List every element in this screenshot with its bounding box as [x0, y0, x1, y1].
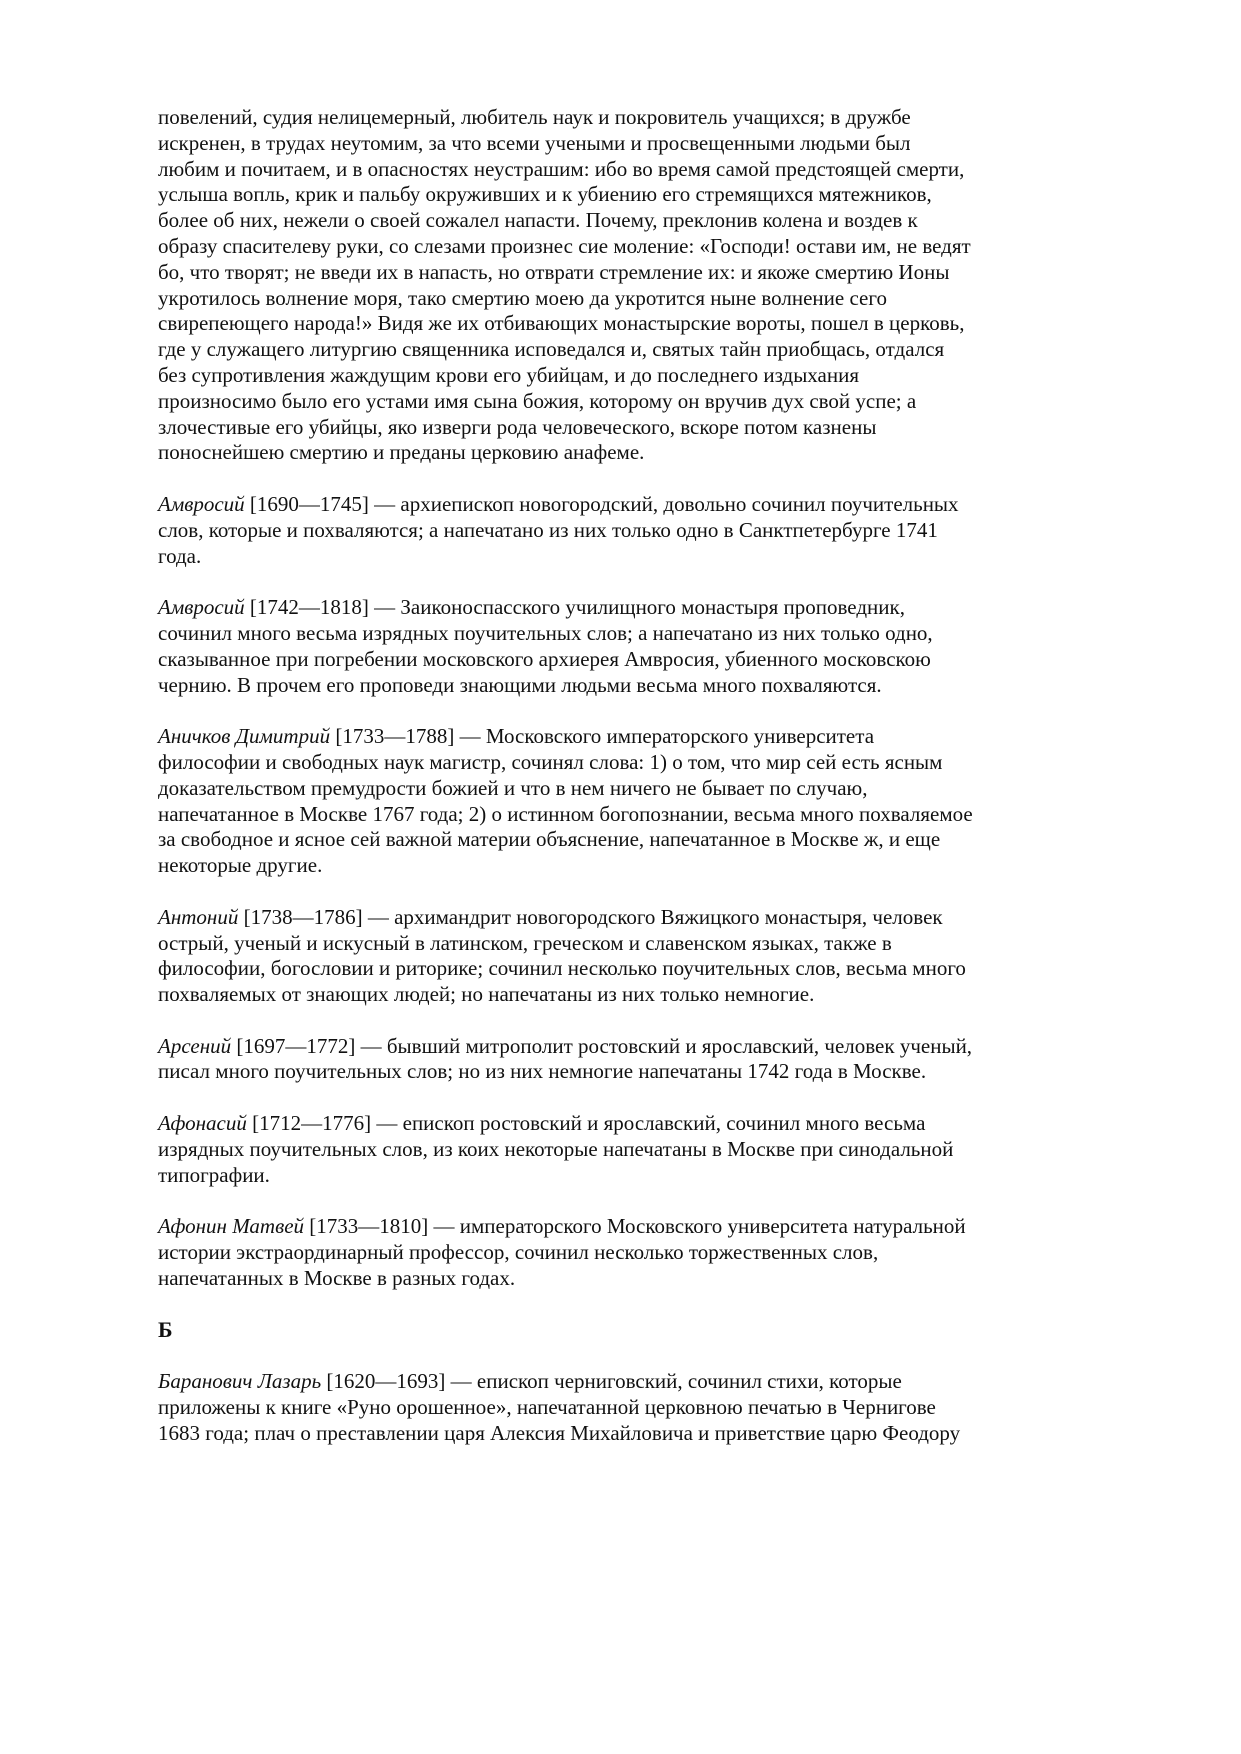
entry-text: приложены к книге «Руно орошенное», напечатанной церковною печатью в Чернигове: [158, 1394, 936, 1419]
entry-text: некоторые другие.: [158, 853, 323, 878]
entry-text: года.: [158, 543, 202, 568]
text-line: услыша вопль, крик и пальбу окруживших и к убиению его стремящихся мятежников,: [158, 182, 932, 207]
section-heading-b: Б: [158, 1317, 173, 1343]
text-line: [158, 1163, 1058, 1189]
text-line: [158, 982, 1058, 1008]
document-page: [158, 105, 1058, 1472]
entry-text: [1620—1693] — епископ черниговский, сочинил стихи, которые: [321, 1369, 902, 1394]
entry-paragraph: [158, 905, 1058, 1008]
entry-text: писал много поучительных слов; но из них немногие напечатаны 1742 года в Москве.: [158, 1059, 927, 1084]
entry-name: Баранович Лазарь: [158, 1369, 322, 1394]
text-line: образу спасителеву руки, со слезами произнес сие моление: «Господи! остави им, не ведят: [158, 233, 971, 258]
text-line: любим и почитаем, и в опасностях неустрашим: ибо во время самой предстоящей смерти,: [158, 156, 965, 181]
entry-text: изрядных поучительных слов, из коих некоторые напечатаны в Москве при синодальной: [158, 1136, 954, 1161]
intro-paragraph: [158, 105, 1058, 466]
text-line: [158, 1034, 1058, 1060]
text-line: [158, 905, 1058, 931]
entry-name: Арсений: [158, 1033, 232, 1058]
text-line: [158, 827, 1058, 853]
entry-text: чернию. В прочем его проповеди знающими людьми весьма много похваляются.: [158, 672, 882, 697]
text-line: укротилось волнение моря, тако смертию моею да укротится ныне волнение сего: [158, 285, 887, 310]
text-line: [158, 1059, 1058, 1085]
text-line: искренен, в трудах неутомим, за что всеми учеными и просвещенными людьми был: [158, 130, 911, 155]
entry-paragraph: [158, 724, 1058, 879]
entry-text: за свободное и ясное сей важной материи объяснение, напечатанное в Москве ж, и еще: [158, 827, 941, 852]
text-line: [158, 776, 1058, 802]
entry-text: напечатанных в Москве в разных годах.: [158, 1265, 516, 1290]
entry-text: [1697—1772] — бывший митрополит ростовский и ярославский, человек ученый,: [231, 1033, 973, 1058]
text-line: [158, 673, 1058, 699]
text-line: [158, 1395, 1058, 1421]
entry-text: [1712—1776] — епископ ростовский и ярославский, сочинил много весьма: [246, 1111, 926, 1136]
text-line: повелений, судия нелицемерный, любитель наук и покровитель учащихся; в дружбе: [158, 105, 911, 129]
entries-a: [158, 492, 1058, 1292]
text-line: [158, 1421, 1058, 1447]
entry-name: Амвросий: [158, 491, 245, 516]
entry-text: истории экстраординарный профессор, сочинил несколько торжественных слов,: [158, 1240, 879, 1265]
entry-paragraph: [158, 1214, 1058, 1291]
text-line: [158, 1240, 1058, 1266]
text-line: [158, 1137, 1058, 1163]
text-line: [158, 492, 1058, 518]
entry-text: [1733—1788] — Московского императорского университета: [330, 724, 875, 749]
entry-text: напечатанное в Москве 1767 года; 2) о истинном богопознании, весьма много похваляемое: [158, 801, 973, 826]
text-line: злочестивые его убийцы, яко изверги рода человеческого, вскоре потом казнены: [158, 414, 877, 439]
entry-name: Афонин Матвей: [158, 1214, 305, 1239]
text-line: поноснейшею смертию и преданы церковию анафеме.: [158, 440, 645, 465]
entry-text: слов, которые и похваляются; а напечатано из них только одно в Санктпетербурге 1741: [158, 517, 938, 542]
entry-paragraph: [158, 492, 1058, 569]
entries-b: [158, 1369, 1058, 1446]
text-line: [158, 1214, 1058, 1240]
text-line: [158, 647, 1058, 673]
entry-text: [1742—1818] — Заиконоспасского училищного монастыря проповедник,: [244, 595, 905, 620]
entry-name: Амвросий: [158, 595, 245, 620]
entry-text: сказыванное при погребении московского архиерея Амвросия, убиенного московскою: [158, 646, 931, 671]
text-line: произносимо было его устами имя сына божия, которому он вручив дух свой успе; а: [158, 388, 917, 413]
text-line: свирепеющего народа!» Видя же их отбивающих монастырские вороты, пошел в церковь,: [158, 311, 965, 336]
text-line: [158, 595, 1058, 621]
entry-text: философии и свободных наук магистр, сочинял слова: 1) о том, что мир сей есть ясным: [158, 749, 943, 774]
entry-paragraph: [158, 1034, 1058, 1086]
text-line: [158, 750, 1058, 776]
entry-name: Аничков Димитрий: [158, 724, 331, 749]
text-line: [158, 518, 1058, 544]
text-line: [158, 1369, 1058, 1395]
entry-text: доказательством премудрости божией и что в нем ничего не бывает по случаю,: [158, 775, 868, 800]
entry-text: философии, богословии и риторике; сочинил несколько поучительных слов, весьма много: [158, 956, 966, 981]
text-line: [158, 853, 1058, 879]
entry-text: [1733—1810] — императорского Московского университета натуральной: [304, 1214, 966, 1239]
text-line: более об них, нежели о своей сожалел напасти. Почему, преклонив колена и воздев к: [158, 208, 918, 233]
entry-text: 1683 года; плач о преставлении царя Алексия Михайловича и приветствие царю Феодору: [158, 1420, 961, 1445]
text-line: [158, 956, 1058, 982]
text-line: [158, 802, 1058, 828]
entry-name: Антоний: [158, 904, 239, 929]
entry-paragraph: [158, 1111, 1058, 1188]
entry-text: [1738—1786] — архимандрит новогородского Вяжицкого монастыря, человек: [238, 904, 943, 929]
entry-text: [1690—1745] — архиепископ новогородский, довольно сочинил поучительных: [244, 491, 959, 516]
text-line: [158, 621, 1058, 647]
text-line: [158, 1266, 1058, 1292]
entry-text: острый, ученый и искусный в латинском, греческом и славенском языках, также в: [158, 930, 892, 955]
text-line: без супротивления жаждущим крови его убийцам, и до последнего издыхания: [158, 362, 859, 387]
text-line: бо, что творят; не введи их в напасть, но отврати стремление их: и якоже смертию Ионы: [158, 259, 950, 284]
text-line: [158, 724, 1058, 750]
text-line: [158, 931, 1058, 957]
entry-paragraph: [158, 595, 1058, 698]
entry-text: похваляемых от знающих людей; но напечатаны из них только немногие.: [158, 982, 815, 1007]
text-line: [158, 1111, 1058, 1137]
text-line: где у служащего литургию священника исповедался и, святых тайн приобщась, отдался: [158, 337, 945, 362]
entry-text: типографии.: [158, 1162, 270, 1187]
entry-name: Афонасий: [158, 1111, 247, 1136]
text-line: [158, 544, 1058, 570]
entry-paragraph: [158, 1369, 1058, 1446]
entry-text: сочинил много весьма изрядных поучительных слов; а напечатано из них только одно,: [158, 620, 933, 645]
